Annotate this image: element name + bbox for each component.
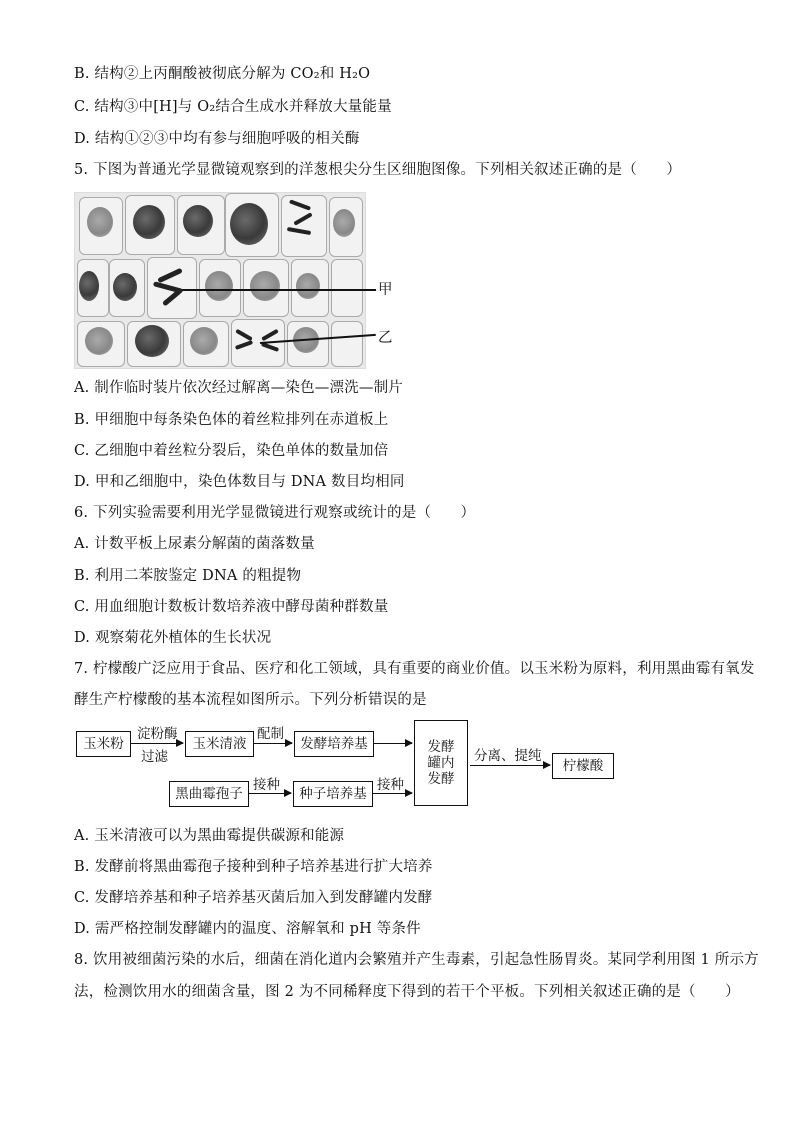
label-inoculate-1: 接种 xyxy=(253,777,280,793)
q5-option-a: A. 制作临时装片依次经过解离—染色—漂洗—制片 xyxy=(74,380,403,396)
q7-stem-line1: 7. 柠檬酸广泛应用于食品、医疗和化工领域，具有重要的商业价值。以玉米粉为原料，利用黑曲霉有氧发 xyxy=(74,661,755,677)
q7-option-b: B. 发酵前将黑曲霉孢子接种到种子培养基进行扩大培养 xyxy=(74,859,433,875)
arrow-medium-to-tank xyxy=(374,743,412,744)
q8-stem-line1: 8. 饮用被细菌污染的水后，细菌在消化道内会繁殖并产生毒素，引起急性肠胃炎。某同学利用图 1 所示方 xyxy=(74,952,759,968)
arrow-seed-to-tank xyxy=(373,793,412,794)
q6-option-b: B. 利用二苯胺鉴定 DNA 的粗提物 xyxy=(74,568,302,584)
q6-option-a: A. 计数平板上尿素分解菌的菌落数量 xyxy=(74,536,315,552)
q4-option-b: B. 结构②上丙酮酸被彻底分解为 CO₂和 H₂O xyxy=(74,66,371,82)
label-jia: 甲 xyxy=(378,282,393,298)
arrow-tank-to-product xyxy=(470,765,550,766)
q6-stem: 6. 下列实验需要利用光学显微镜进行观察或统计的是（ ） xyxy=(74,505,476,521)
q7-stem-line2: 酵生产柠檬酸的基本流程如图所示。下列分析错误的是 xyxy=(74,692,427,708)
q5-option-d: D. 甲和乙细胞中，染色体数目与 DNA 数目均相同 xyxy=(74,474,405,490)
arrow-spores-to-seed xyxy=(249,793,291,794)
q5-option-c: C. 乙细胞中着丝粒分裂后，染色单体的数量加倍 xyxy=(74,443,389,459)
q4-option-c: C. 结构③中[H]与 O₂结合生成水并释放大量能量 xyxy=(74,99,392,115)
label-amylase: 淀粉酶 xyxy=(137,726,178,742)
q8-stem-line2: 法，检测饮用水的细菌含量，图 2 为不同稀释度下得到的若干个平板。下列相关叙述正确的是（ ） xyxy=(74,984,740,1000)
label-separate-purify: 分离、提纯 xyxy=(474,748,542,764)
box-ferment-medium: 发酵培养基 xyxy=(294,731,374,757)
micrograph-onion-root-tip xyxy=(74,192,366,369)
q4-option-d: D. 结构①②③中均有参与细胞呼吸的相关酶 xyxy=(74,131,360,147)
q6-option-c: C. 用血细胞计数板计数培养液中酵母菌种群数量 xyxy=(74,599,389,615)
box-corn-liquid: 玉米清液 xyxy=(185,731,254,757)
box-seed-medium: 种子培养基 xyxy=(293,781,373,807)
q6-option-d: D. 观察菊花外植体的生长状况 xyxy=(74,630,272,646)
q7-option-c: C. 发酵培养基和种子培养基灭菌后加入到发酵罐内发酵 xyxy=(74,890,433,906)
box-spores: 黑曲霉孢子 xyxy=(169,781,249,807)
box-fermentation-tank: 发酵罐内发酵 xyxy=(414,720,468,806)
box-corn-flour: 玉米粉 xyxy=(76,731,131,757)
label-filter: 过滤 xyxy=(141,749,168,765)
q5-stem: 5. 下图为普通光学显微镜观察到的洋葱根尖分生区细胞图像。下列相关叙述正确的是（ ） xyxy=(74,162,682,178)
arrow-liquid-to-medium xyxy=(254,743,292,744)
label-yi: 乙 xyxy=(378,330,393,346)
q7-option-d: D. 需严格控制发酵罐内的温度、溶解氧和 pH 等条件 xyxy=(74,921,421,937)
pointer-line-jia xyxy=(182,289,376,291)
label-prepare: 配制 xyxy=(257,726,284,742)
q5-option-b: B. 甲细胞中每条染色体的着丝粒排列在赤道板上 xyxy=(74,412,389,428)
q7-option-a: A. 玉米清液可以为黑曲霉提供碳源和能源 xyxy=(74,828,345,844)
box-citric-acid: 柠檬酸 xyxy=(552,753,614,779)
label-inoculate-2: 接种 xyxy=(377,777,404,793)
